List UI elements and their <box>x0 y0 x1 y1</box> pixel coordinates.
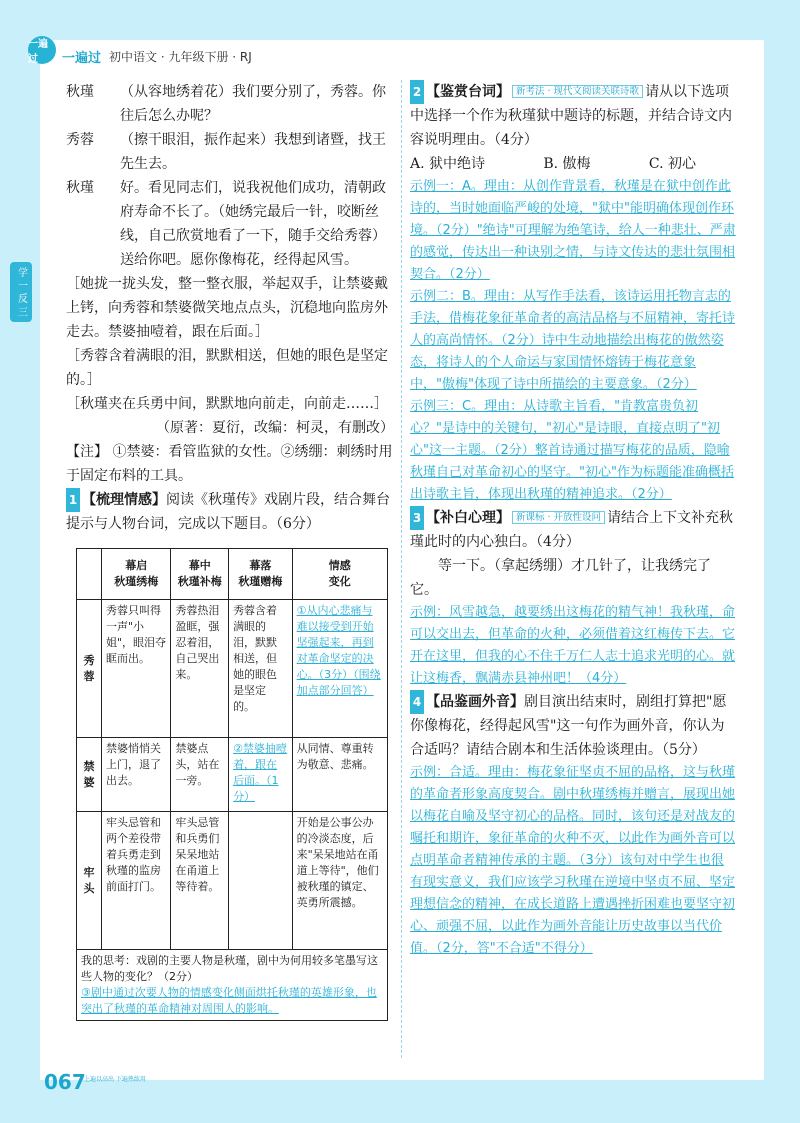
answer-4: 示例：合适。理由：梅花象征坚贞不屈的品格，这与秋瑾的革命者形象高度契合。剧中秋瑾绣梅并赠言，展现出她以梅花自喻及坚守初心的品格。同时，该句还是对战友的嘱托和期许，象征革命的火种不灭，以此作为画外音可以点明革命者精神传承的主题。（3分）该句对中学生也很有现实意义，我们应该学习秋瑾在逆境中坚贞不屈、坚定理想信念的精神，在成长道路上遭遇挫折困难也要坚守初心、顽强不屈，以此作为画外音能让历史故事以当代价值。（2分，答"不合适"不得分） <box>410 765 736 956</box>
answer-cell: ①从内心悲痛与难以接受到开始坚强起来，再到对革命坚定的决心。（3分）（围绕加点部分回答） <box>292 600 387 738</box>
question-2 <box>410 80 736 152</box>
question-number: 4 <box>410 690 424 714</box>
right-column <box>410 80 736 960</box>
answer-2: 示例一：A。理由：从创作背景看，秋瑾是在狱中创作此诗的，当时她面临严峻的处境，"狱中"能明确体现创作环境。（2分）"绝诗"可理解为绝笔诗，给人一种悲壮、严肃的感觉，传达出一种诀别之情，与诗文传达的悲壮氛围相契合。（2分） 示例二：B。理由：从写作手法看，该诗运用托物言志的手法，借梅花象征革命者的高洁品格与不屈精神，寄托诗人的高尚情怀。（2分）诗中生动地描绘出梅花的傲然姿态，将诗人的个人命运与家国情怀熔铸于梅花意象中，"傲梅"体现了诗中所描绘的主要意象。（2分） 示例三：C。理由：从诗歌主旨看，"肯教富贵负初心？"是诗中的关键句，"初心"是诗眼，直接点明了"初心"这一主题。（2分）整首诗通过描写梅花的品质，隐喻秋瑾自己对革命初心的坚守。"初心"作为标题能准确概括出诗歌主旨，体现出秋瑾的精神追求。（2分） <box>410 179 736 502</box>
question-badge: 新课标 · 开放性设问 <box>512 511 605 524</box>
table-cell: 秀蓉只叫得一声"小姐"，眼泪夺眶而出。 <box>102 600 171 738</box>
speaker-name: 秀蓉 <box>66 132 94 148</box>
top-band <box>0 0 800 40</box>
think-question: 我的思考：戏剧的主要人物是秋瑾，剧中为何用较多笔墨写这些人物的变化？（2分） <box>81 954 378 983</box>
dialogue-line <box>66 128 394 176</box>
speaker-name: 秋瑾 <box>66 84 94 100</box>
answer-3: 示例：风雪越急，越要绣出这梅花的精气神！我秋瑾，命可以交出去，但革命的火种，必须借着这红梅传下去。它开在这里，但我的心不住千万仁人志士追求光明的心。就让这梅香，飘满赤县神州吧！（4分） <box>410 605 736 686</box>
option: B. 傲梅 <box>543 156 591 172</box>
table-row <box>77 812 388 950</box>
question-tag: 【补白心理】 <box>426 510 510 526</box>
speaker-name: 秋瑾 <box>66 180 94 196</box>
options-row <box>410 152 736 176</box>
question-1 <box>66 488 394 536</box>
table-header-row <box>77 549 388 600</box>
subject-label: 初中语文 · 九年级下册 · RJ <box>109 49 252 64</box>
row-header: 秀蓉 <box>77 600 102 738</box>
question-text: 剧目演出结束时，剧组打算把"愿你像梅花，经得起风雪"这一句作为画外音，你认为合适吗？请结合剧本和生活体验谈理由。（5分） <box>410 694 727 758</box>
left-band <box>0 0 40 1123</box>
question-tag: 【鉴赏台词】 <box>426 84 510 100</box>
table-header: 幕启 秋瑾绣梅 <box>102 549 171 600</box>
speaker-text: （擦干眼泪，振作起来）我想到诸暨，找王先生去。 <box>120 132 386 172</box>
table-cell: 从同情、尊重转为敬意、悲痛。 <box>292 738 387 812</box>
think-cell <box>77 950 388 1021</box>
table-cell: 禁婆悄悄关上门，退了出去。 <box>102 738 171 812</box>
option: C. 初心 <box>648 156 696 172</box>
option: A. 狱中绝诗 <box>410 156 486 172</box>
table-header: 幕落 秋瑾赠梅 <box>229 549 293 600</box>
answer-cell: ②禁婆抽噎着，跟在后面。（1分） <box>229 738 293 812</box>
question-text: 请结合上下文补充秋瑾此时的内心独白。（4分） <box>410 510 734 550</box>
question-number: 2 <box>410 80 424 104</box>
right-band <box>764 0 800 1123</box>
table-row <box>77 600 388 738</box>
footnote: 【注】 ①禁婆：看管监狱的女性。②绣绷：刺绣时用于固定布料的工具。 <box>66 444 393 484</box>
table-corner <box>77 549 102 600</box>
brand-label: 一遍过 <box>62 50 102 66</box>
question-3 <box>410 506 736 554</box>
footer-slogan: 上遍以高出 下遍熟练用 <box>84 1076 146 1083</box>
dialogue-line <box>66 80 394 128</box>
question-text: 阅读《秋瑾传》戏剧片段，结合舞台提示与人物台词，完成以下题目。（6分） <box>66 492 390 532</box>
question-tag: 【梳理情感】 <box>82 492 166 508</box>
row-header: 禁婆 <box>77 738 102 812</box>
table-cell: 秀蓉热泪盈眶，强忍着泪，自己哭出来。 <box>171 600 229 738</box>
table-cell <box>229 812 293 950</box>
table-cell: 牢头忌管和兵勇们呆呆地站在甬道上等待着。 <box>171 812 229 950</box>
emotion-table <box>76 548 388 1021</box>
left-column <box>66 80 394 536</box>
table-cell: 禁婆点头，站在一旁。 <box>171 738 229 812</box>
think-answer: ③剧中通过次要人物的情感变化侧面烘托秋瑾的英雄形象，也突出了秋瑾的革命精神对周围人的影响。 <box>81 986 377 1015</box>
column-divider <box>401 80 402 1058</box>
side-tab: 学 一 反 三 <box>10 262 32 322</box>
stage-direction: ［她拢一拢头发，整一整衣服，举起双手，让禁婆戴上铐，向秀蓉和禁婆微笑地点点头，沉稳地向监房外走去。禁婆抽噎着，跟在后面。］ <box>66 276 388 340</box>
speaker-text: 好。看见同志们，说我祝他们成功，清朝政府寿命不长了。（她绣完最后一针，咬断丝线，自己欣赏地看了一下，随手交给秀蓉）送给你吧。愿你像梅花，经得起风雪。 <box>120 180 386 268</box>
dialogue-line <box>66 176 394 272</box>
table-cell: 牢头忌管和两个差役带着兵勇走到秋瑾的监房前面打门。 <box>102 812 171 950</box>
table-header: 幕中 秋瑾补梅 <box>171 549 229 600</box>
question-number: 1 <box>66 488 80 512</box>
row-header: 牢头 <box>77 812 102 950</box>
logo-icon: 一遍过 <box>28 36 56 64</box>
question-number: 3 <box>410 506 424 530</box>
question-tag: 【品鉴画外音】 <box>426 694 524 710</box>
question-badge: 新考法 · 现代文阅读关联诗歌 <box>512 85 643 98</box>
stage-direction: ［秋瑾夹在兵勇中间，默默地向前走，向前走……］ <box>66 396 388 412</box>
question-text: 请从以下选项中选择一个作为秋瑾狱中题诗的标题，并结合诗文内容说明理由。（4分） <box>410 84 732 148</box>
table-cell: 开始是公事公办的冷淡态度，后来"呆呆地站在甬道上等待"，他们被秋瑾的镇定、英勇所震撼。 <box>292 812 387 950</box>
question-prompt: 等一下。（拿起绣绷）才几针了，让我绣完了它。 <box>410 558 711 598</box>
page-header <box>52 44 252 68</box>
table-row <box>77 738 388 812</box>
table-cell: 秀蓉含着满眼的泪，默默相送，但她的眼色是坚定的。 <box>229 600 293 738</box>
speaker-text: （从容地绣着花）我们要分别了，秀蓉。你往后怎么办呢？ <box>120 84 386 124</box>
bottom-band <box>0 1080 800 1123</box>
table-header: 情感 变化 <box>292 549 387 600</box>
source-note: （原著：夏衍，改编：柯灵，有删改） <box>156 420 394 436</box>
table-row <box>77 950 388 1021</box>
stage-direction: ［秀蓉含着满眼的泪，默默相送，但她的眼色是坚定的。］ <box>66 348 388 388</box>
question-4 <box>410 690 736 762</box>
page-number: 067 <box>44 1070 86 1094</box>
